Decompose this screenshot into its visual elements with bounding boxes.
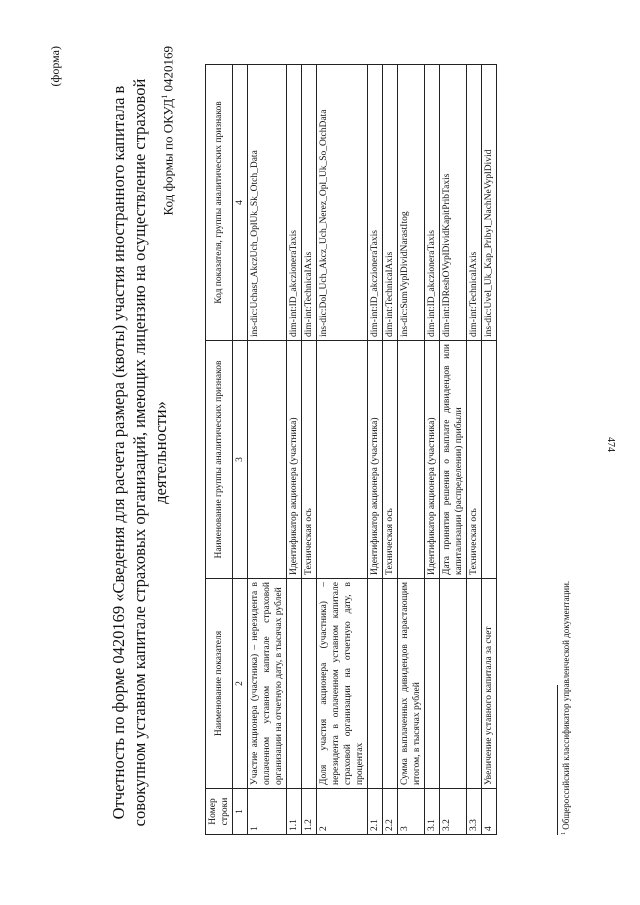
indicator-name — [383, 579, 398, 789]
footnote — [561, 581, 571, 835]
group-name: Дата принятия решения о выплате дивидендов или капитализации (распределении) прибыли — [440, 341, 467, 579]
row-number: 1.2 — [302, 789, 317, 835]
okud-code-line — [160, 46, 176, 215]
indicator-code: ins-dic:SumVyplDividNarastItog — [398, 65, 425, 341]
column-number: 1 — [233, 789, 248, 835]
indicator-code: dim-int:TechnicalAxis — [383, 65, 398, 341]
indicator-name — [302, 579, 317, 789]
group-name: Техническая ось — [467, 341, 482, 579]
indicator-name — [425, 579, 440, 789]
indicator-name — [467, 579, 482, 789]
footnote-text: Общероссийский классификатор управленческой документации. — [561, 580, 571, 830]
table-row — [440, 65, 467, 835]
row-number: 3 — [398, 789, 425, 835]
indicator-name: Участие акционера (участника) – нерезидента в оплаченном уставном капитале страховой организации на отчетную дату, в тысячах рублей — [248, 579, 287, 789]
indicator-code: dim-int:TechnicalAxis — [467, 65, 482, 341]
page-number: 474 — [605, 437, 616, 452]
table-row — [467, 65, 482, 835]
indicator-code: ins-dic:Uchast_AkczUch_OplUk_Sk_Otch_Data — [248, 65, 287, 341]
okud-code: 0420169 — [160, 46, 176, 92]
group-name: Идентификатор акционера (участника) — [368, 341, 383, 579]
footnote-divider — [557, 685, 558, 835]
okud-footnote-mark: 1 — [160, 94, 169, 99]
indicator-name: Сумма выплаченных дивидендов нарастающим итогом, в тысячах рублей — [398, 579, 425, 789]
group-name — [482, 341, 497, 579]
group-name: Идентификатор акционера (участника) — [287, 341, 302, 579]
group-name — [398, 341, 425, 579]
form-label: (форма) — [48, 46, 62, 87]
group-name: Идентификатор акционера (участника) — [425, 341, 440, 579]
table-row — [368, 65, 383, 835]
header-indicator-name: Наименование показателя — [206, 579, 233, 789]
group-name: Техническая ось — [302, 341, 317, 579]
indicator-code: dim-int:ID_akczioneraTaxis — [287, 65, 302, 341]
row-number: 2 — [317, 789, 368, 835]
table-row — [398, 65, 425, 835]
table-header-row — [206, 65, 233, 835]
indicator-code: ins-dic:Uvel_Uk_Kap_Pribyl_NachNeVyplDivid — [482, 65, 497, 341]
table-row — [425, 65, 440, 835]
indicator-name: Увеличение уставного капитала за счет — [482, 579, 497, 789]
column-number: 3 — [233, 341, 248, 579]
row-number: 1.1 — [287, 789, 302, 835]
group-name — [248, 341, 287, 579]
table-row — [317, 65, 368, 835]
indicator-name — [287, 579, 302, 789]
row-number: 2.2 — [383, 789, 398, 835]
indicator-code: dim-int:ID_akczioneraTaxis — [425, 65, 440, 341]
table-row — [248, 65, 287, 835]
indicator-name — [368, 579, 383, 789]
row-number: 1 — [248, 789, 287, 835]
indicator-code: dim-int:ID_akczioneraTaxis — [368, 65, 383, 341]
table-row — [482, 65, 497, 835]
footnote-mark: 1 — [561, 832, 567, 835]
header-group-name: Наименование группы аналитических признаков — [206, 341, 233, 579]
indicator-code: ins-dic:Dol_Uch_Akcz_Uch_Nerez_Opl_Uk_So_OtchData — [317, 65, 368, 341]
table-row — [302, 65, 317, 835]
column-number: 4 — [233, 65, 248, 341]
document-title: Отчетность по форме 0420169 «Сведения для расчета размера (квоты) участия иностранного капитала в совокупном уставном капитале страховых организаций, имеющих лицензию на осуществление страховой деятельности» — [109, 78, 170, 827]
indicator-code: dim-int:TechnicalAxis — [302, 65, 317, 341]
group-name — [317, 341, 368, 579]
row-number: 3.2 — [440, 789, 467, 835]
indicator-name — [440, 579, 467, 789]
row-number: 3.3 — [467, 789, 482, 835]
indicator-code: dim-int:IDReshOVyplDividKapitPribTaxis — [440, 65, 467, 341]
table-row — [383, 65, 398, 835]
group-name: Техническая ось — [383, 341, 398, 579]
indicator-name: Доля участия акционера (участника) – нерезидента в оплаченном уставном капитале страховой организации на отчетную дату, в процентах — [317, 579, 368, 789]
okud-label: Код формы по ОКУД — [160, 98, 176, 216]
header-row-number: Номер строки — [206, 789, 233, 835]
row-number: 2.1 — [368, 789, 383, 835]
table-column-numbers-row — [233, 65, 248, 835]
header-code: Код показателя, группы аналитических признаков — [206, 65, 233, 341]
table-row — [287, 65, 302, 835]
row-number: 4 — [482, 789, 497, 835]
indicators-table — [205, 64, 497, 835]
row-number: 3.1 — [425, 789, 440, 835]
column-number: 2 — [233, 579, 248, 789]
